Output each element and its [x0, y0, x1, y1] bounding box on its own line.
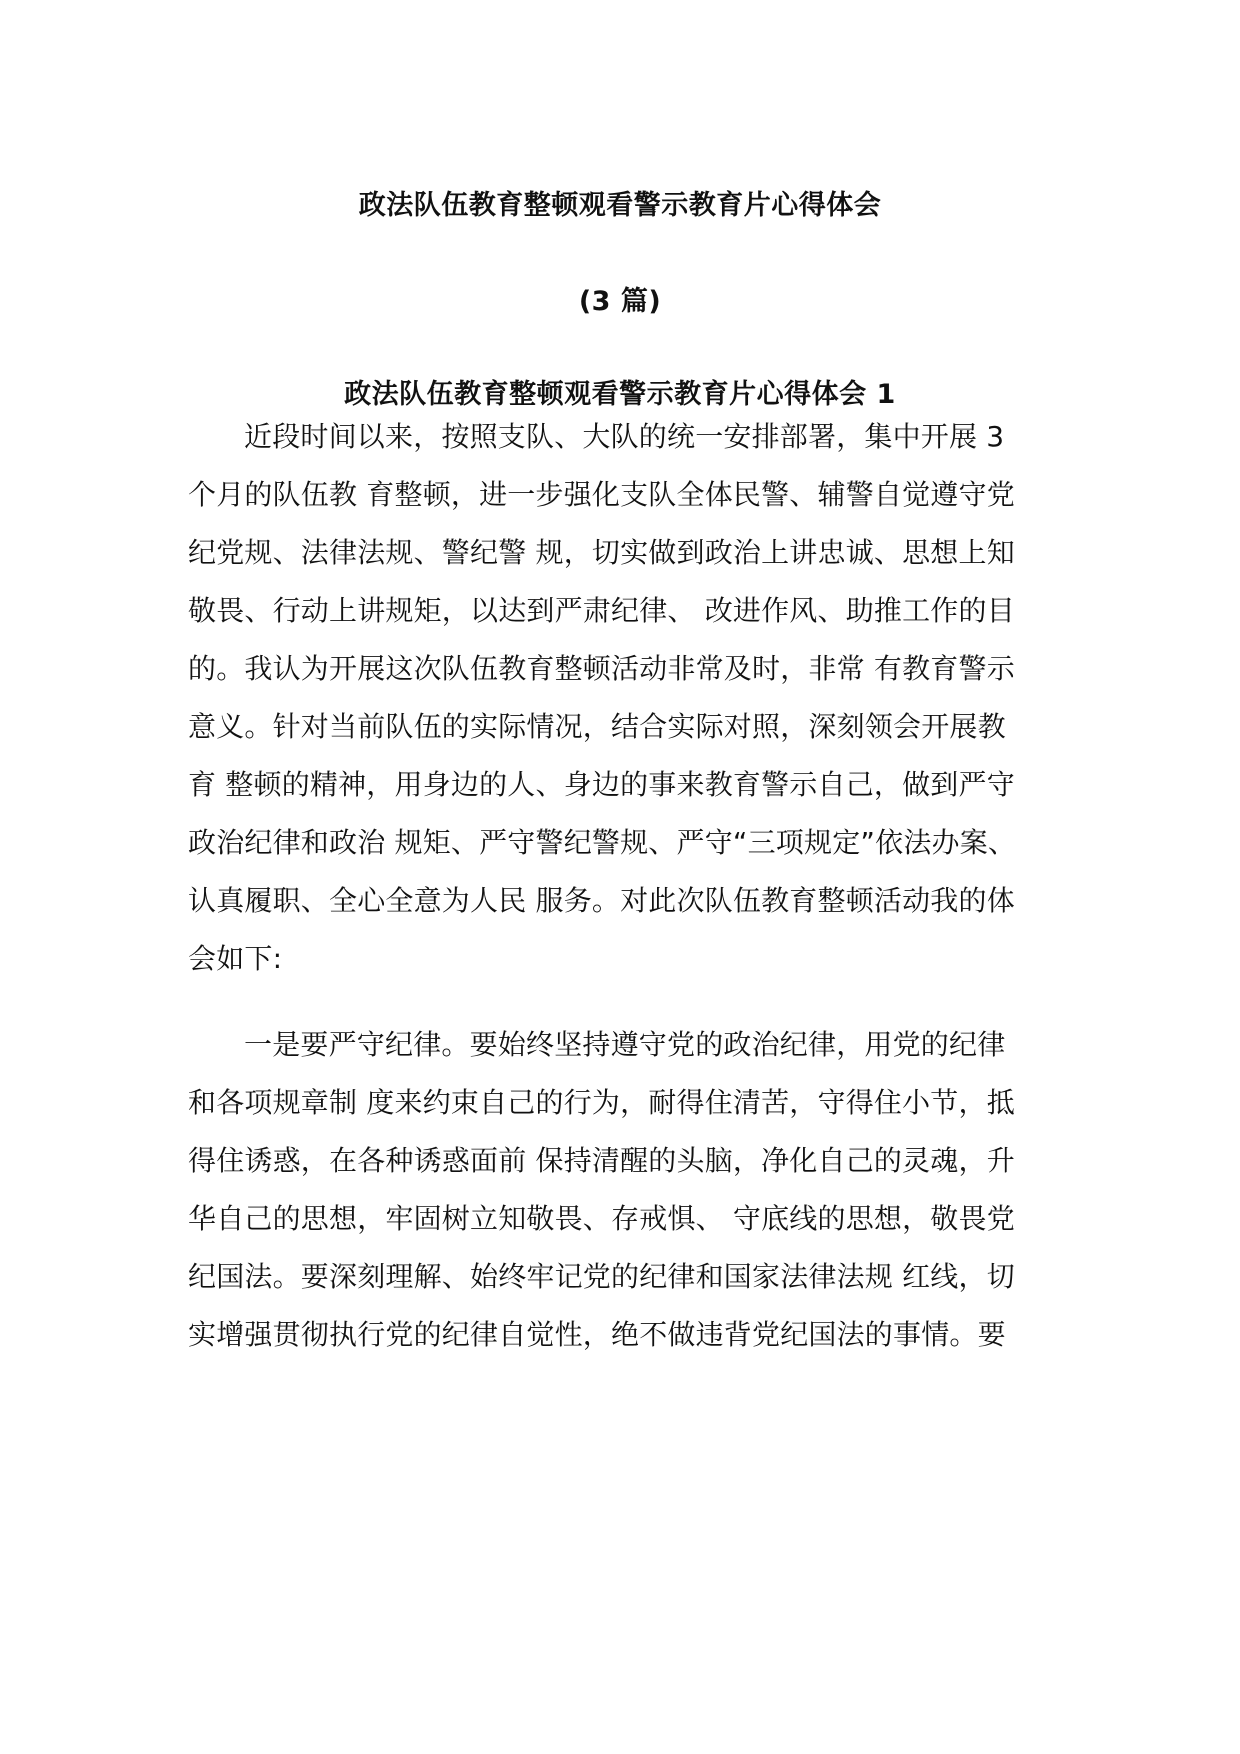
- paragraph-2-line: 实增强贯彻执行党的纪律自觉性，绝不做违背党纪国法的事情。要: [188, 1318, 1006, 1351]
- paragraph-2-line: 纪国法。要深刻理解、始终牢记党的纪律和国家法律法规 红线，切: [188, 1260, 1015, 1293]
- paragraph-1-line: 政治纪律和政治 规矩、严守警纪警规、严守“三项规定”依法办案、: [188, 826, 1017, 859]
- paragraph-1-line: 纪党规、法律法规、警纪警 规，切实做到政治上讲忠诚、思想上知: [188, 536, 1015, 569]
- document-count-label: (3 篇): [578, 286, 662, 317]
- paragraph-1-line: 认真履职、全心全意为人民 服务。对此次队伍教育整顿活动我的体: [188, 884, 1015, 917]
- paragraph-2-line: 华自己的思想，牢固树立知敬畏、存戒惧、 守底线的思想，敬畏党: [188, 1202, 1015, 1235]
- paragraph-1-line: 敬畏、行动上讲规矩，以达到严肃纪律、 改进作风、助推工作的目: [188, 594, 1015, 627]
- paragraph-1-line: 会如下:: [188, 942, 283, 975]
- paragraph-1-line: 育 整顿的精神，用身边的人、身边的事来教育警示自己，做到严守: [188, 768, 1015, 801]
- article-subtitle: 政法队伍教育整顿观看警示教育片心得体会 1: [344, 379, 896, 410]
- paragraph-2-line: 和各项规章制 度来约束自己的行为，耐得住清苦，守得住小节，抵: [188, 1086, 1015, 1119]
- paragraph-1-line: 的。我认为开展这次队伍教育整顿活动非常及时，非常 有教育警示: [188, 652, 1015, 685]
- paragraph-1-line: 近段时间以来，按照支队、大队的统一安排部署，集中开展 3: [244, 420, 1005, 453]
- paragraph-2-line: 得住诱惑，在各种诱惑面前 保持清醒的头脑，净化自己的灵魂，升: [188, 1144, 1015, 1177]
- document-title: 政法队伍教育整顿观看警示教育片心得体会: [358, 190, 882, 221]
- paragraph-1-line: 意义。针对当前队伍的实际情况，结合实际对照，深刻领会开展教: [188, 710, 1006, 743]
- paragraph-1-line: 个月的队伍教 育整顿，进一步强化支队全体民警、辅警自觉遵守党: [188, 478, 1015, 511]
- paragraph-2-line: 一是要严守纪律。要始终坚持遵守党的政治纪律，用党的纪律: [244, 1028, 1006, 1061]
